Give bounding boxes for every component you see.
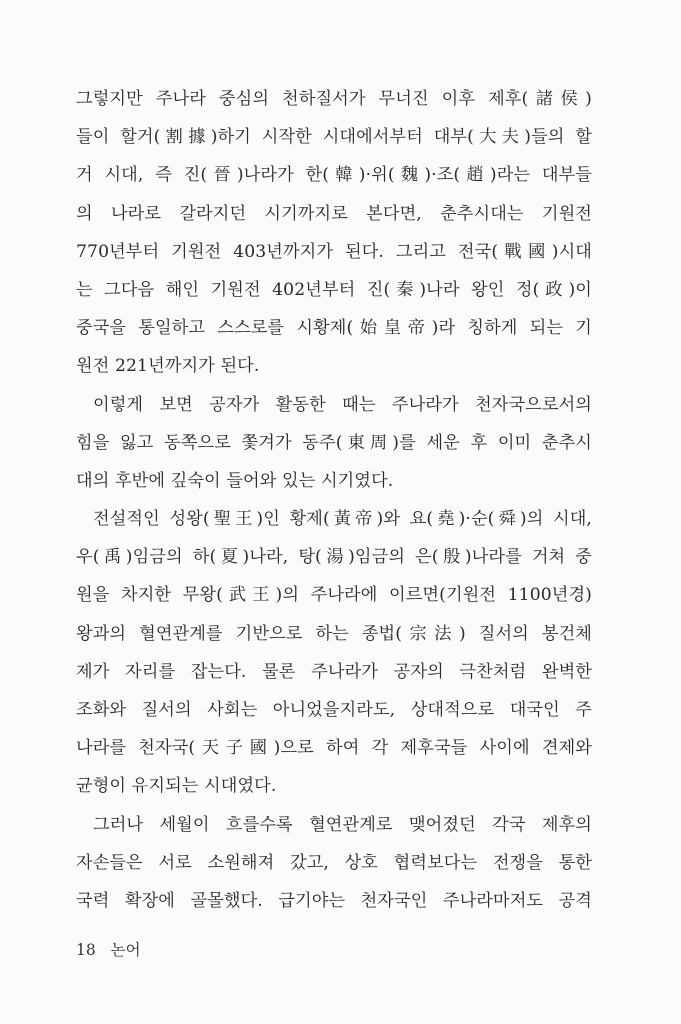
page-number: 18 [76,941,96,959]
text-line: 그렇지만 주나라 중심의 천하질서가 무너진 이후 제후(諸侯) [76,89,592,109]
text-line: 의 나라로 갈라지던 시기까지로 본다면, 춘추시대는 기원전 [76,203,592,224]
page-footer [76,938,141,960]
text-line: 원전 221년까지가 된다. [76,356,260,377]
running-title: 논어 [110,941,141,959]
text-line: 770년부터 기원전 403년까지가 된다. 그리고 전국(戰國)시대 [76,241,592,262]
text-line: 거 시대, 즉 진(晉)나라가 한(韓)·위(魏)·조(趙)라는 대부들 [76,165,592,186]
body-text [76,80,592,920]
paragraph-first-line: 이렇게 보면 공자가 활동한 때는 주나라가 천자국으로서의 [93,394,592,415]
text-line: 자손들은 서로 소원해져 갔고, 상호 협력보다는 전쟁을 통한 [76,852,592,873]
text-line: 들이 할거(割據)하기 시작한 시대에서부터 대부(大夫)들의 할 [76,127,592,148]
text-line: 국력 확장에 골몰했다. 급기야는 천자국인 주나라마저도 공격 [76,890,592,911]
text-line: 원을 차지한 무왕(武王)의 주나라에 이르면(기원전 1100년경) [76,585,592,606]
text-line: 균형이 유지되는 시대였다. [76,776,277,797]
text-line: 우(禹)임금의 하(夏)나라, 탕(湯)임금의 은(殷)나라를 거쳐 중 [76,547,592,568]
text-line: 왕과의 혈연관계를 기반으로 하는 종법(宗法) 질서의 봉건체 [76,623,592,644]
text-line: 나라를 천자국(天子國)으로 하여 각 제후국들 사이에 견제와 [76,738,592,759]
text-line: 제가 자리를 잡는다. 물론 주나라가 공자의 극찬처럼 완벽한 [76,661,592,682]
text-line: 대의 후반에 깊숙이 들어와 있는 시기였다. [76,470,394,491]
text-line: 힘을 잃고 동쪽으로 쫓겨가 동주(東周)를 세운 후 이미 춘추시 [76,432,592,453]
text-line: 는 그다음 해인 기원전 402년부터 진(秦)나라 왕인 정(政)이 [76,279,592,300]
paragraph-first-line: 그러나 세월이 흐를수록 혈연관계로 맺어졌던 각국 제후의 [93,814,592,835]
text-line: 조화와 질서의 사회는 아니었을지라도, 상대적으로 대국인 주 [76,700,592,720]
paragraph-first-line: 전설적인 성왕(聖王)인 황제(黃帝)와 요(堯)·순(舜)의 시대, [93,509,592,530]
text-line: 중국을 통일하고 스스로를 시황제(始皇帝)라 칭하게 되는 기 [76,318,592,339]
